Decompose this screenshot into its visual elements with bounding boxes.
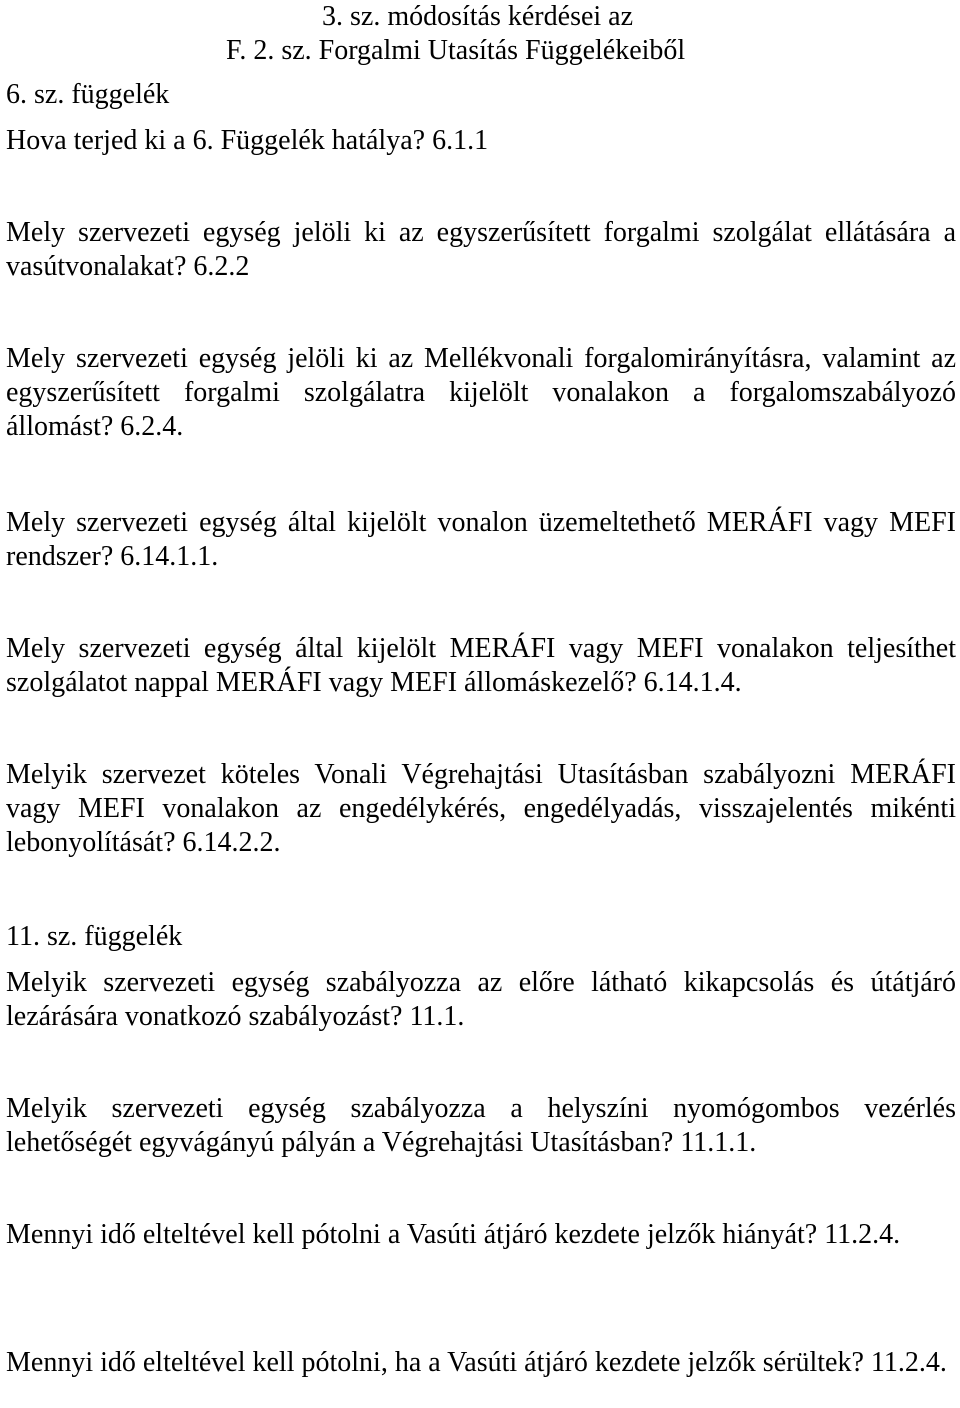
question-item: Mely szervezeti egység jelöli ki az egyszerűsített forgalmi szolgálat ellátására a vasútvonalakat? 6.2.2 [6, 217, 956, 282]
question-item: Melyik szervezet köteles Vonali Végrehajtási Utasításban szabályozni MERÁFI vagy MEFI vonalakon az engedélykérés, engedélyadás, visszajelentés mikénti lebonyolítását? 6.14.2.2. [6, 759, 956, 858]
section-heading-appendix-11: 11. sz. függelék [6, 921, 183, 952]
question-item: Melyik szervezeti egység szabályozza az előre látható kikapcsolás és útátjáró lezárására vonatkozó szabályozást? 11.1. [6, 967, 956, 1032]
question-item: Mennyi idő elteltével kell pótolni a Vasúti átjáró kezdete jelzők hiányát? 11.2.4. [6, 1219, 901, 1250]
question-item: Mennyi idő elteltével kell pótolni, ha a Vasúti átjáró kezdete jelzők sérültek? 11.2.4. [6, 1347, 947, 1378]
question-item: Hova terjed ki a 6. Függelék hatálya? 6.1.1 [6, 125, 489, 156]
question-item: Mely szervezeti egység által kijelölt MERÁFI vagy MEFI vonalakon teljesíthet szolgálatot nappal MERÁFI vagy MEFI állomáskezelő? 6.14.1.4. [6, 633, 956, 698]
question-item: Melyik szervezeti egység szabályozza a helyszíni nyomógombos vezérlés lehetőségét egyvágányú pályán a Végrehajtási Utasításban? 11.1.1. [6, 1093, 956, 1158]
document-title-line-2: F. 2. sz. Forgalmi Utasítás Függelékeiből [226, 35, 686, 66]
question-item: Mely szervezeti egység által kijelölt vonalon üzemeltethető MERÁFI vagy MEFI rendszer? 6.14.1.1. [6, 507, 956, 572]
question-item: Mely szervezeti egység jelöli ki az Mellékvonali forgalomirányításra, valamint az egyszerűsített forgalmi szolgálatra kijelölt vonalakon a forgalomszabályozó állomást? 6.2.4. [6, 343, 956, 442]
section-heading-appendix-6: 6. sz. függelék [6, 79, 170, 110]
document-title-line-1: 3. sz. módosítás kérdései az [322, 1, 634, 32]
